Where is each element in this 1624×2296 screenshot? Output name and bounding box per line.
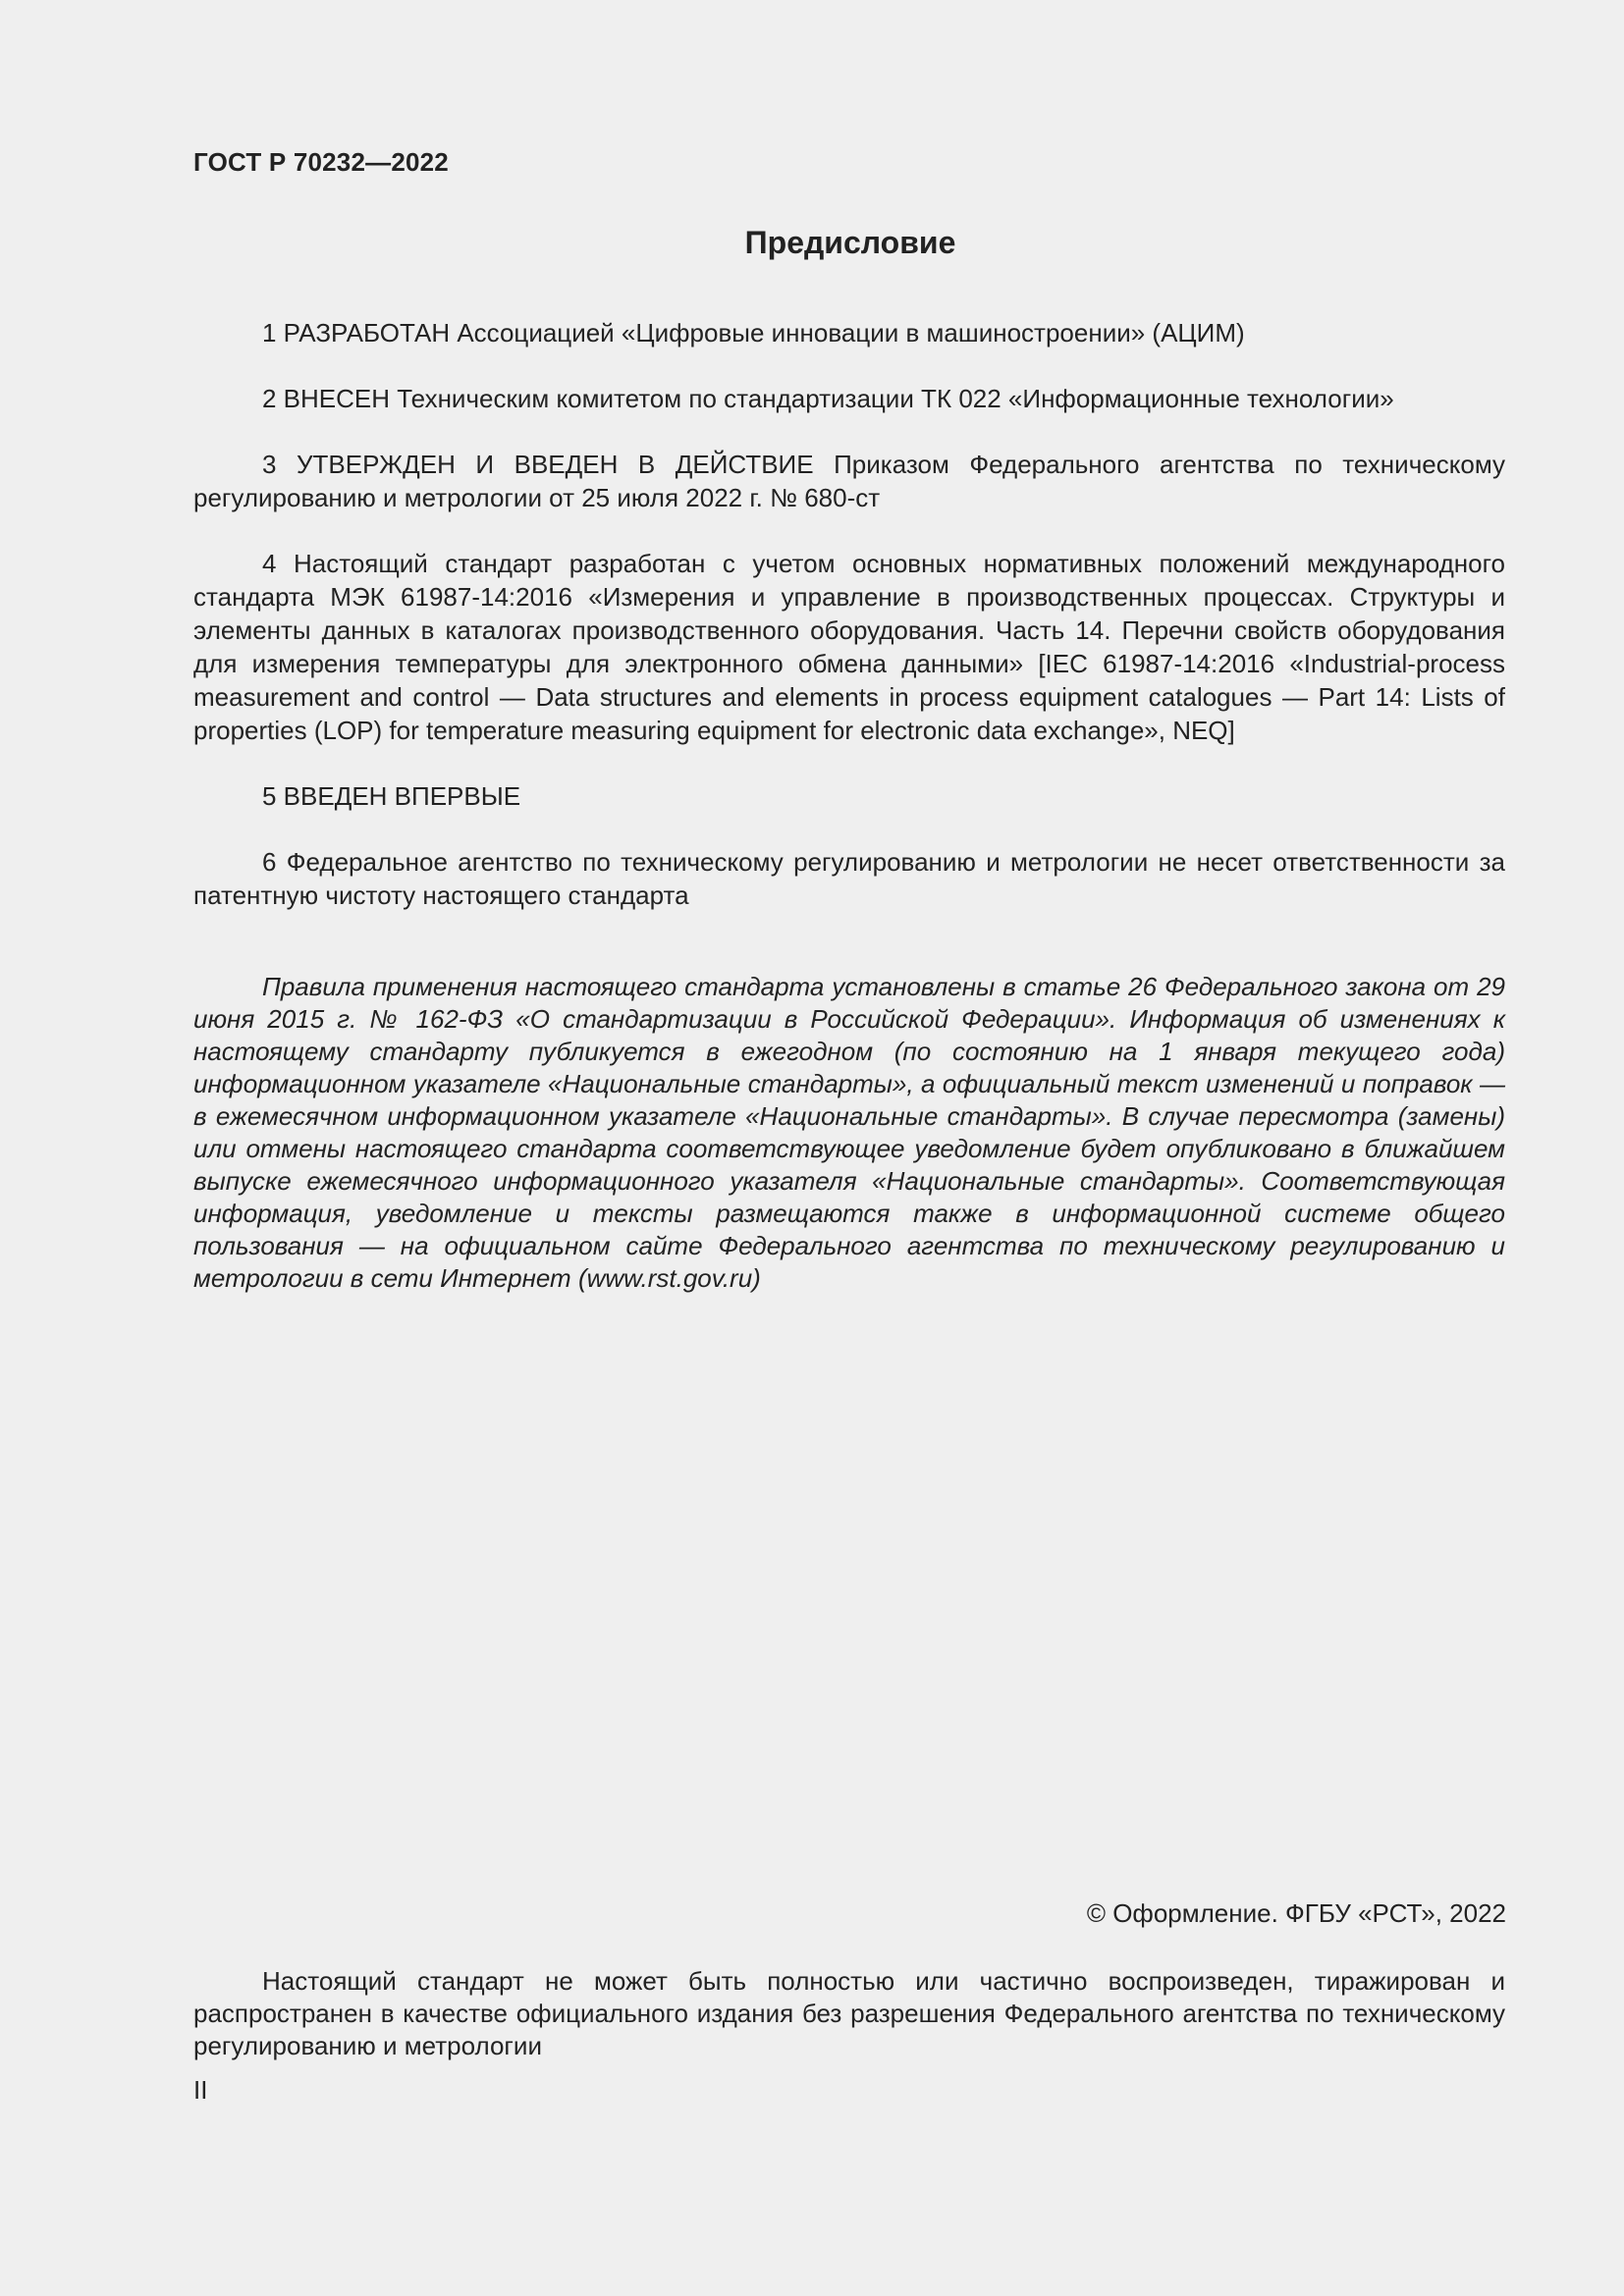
foreword-items	[193, 316, 1505, 912]
foreword-item-3: 3 УТВЕРЖДЕН И ВВЕДЕН В ДЕЙСТВИЕ Приказом Федерального агентства по техническому регулированию и метрологии от 25 июля 2022 г. № 680-ст	[193, 450, 1505, 512]
application-rules-note	[193, 971, 1505, 1295]
foreword-item-6: 6 Федеральное агентство по техническому регулированию и метрологии не несет ответственности за патентную чистоту настоящего стандарта	[193, 847, 1505, 910]
foreword-item-1: 1 РАЗРАБОТАН Ассоциацией «Цифровые инновации в машиностроении» (АЦИМ)	[262, 318, 1245, 347]
foreword-item-5: 5 ВВЕДЕН ВПЕРВЫЕ	[262, 781, 521, 811]
reproduction-notice-text: Настоящий стандарт не может быть полностью или частично воспроизведен, тиражирован и распространен в качестве официального издания без разрешения Федерального агентства по техническому регулированию и метрологии	[193, 1966, 1505, 2060]
copyright-line: © Оформление. ФГБУ «РСТ», 2022	[1086, 1898, 1506, 1928]
page-number: II	[193, 2075, 208, 2105]
foreword-item-2: 2 ВНЕСЕН Техническим комитетом по стандартизации ТК 022 «Информационные технологии»	[262, 384, 1394, 413]
foreword-item-4: 4 Настоящий стандарт разработан с учетом основных нормативных положений международного стандарта МЭК 61987-14:2016 «Измерения и управление в производственных процессах. Структуры и элементы данных в каталогах производственного оборудования. Часть 14. Перечни свойств оборудования для измерения температуры для электронного обмена данными» [IEC 61987-14:2016 «Industrial-process measurement and control — Data structures and elements in process equipment catalogues — Part 14: Lists of properties (LOP) for temperature measuring equipment for electronic data exchange», NEQ]	[193, 549, 1505, 745]
note-text: Правила применения настоящего стандарта установлены в статье 26 Федерального закона от 29 июня 2015 г. № 162-ФЗ «О стандартизации в Российской Федерации». Информация об изменениях к настоящему стандарту публикуется в ежегодном (по состоянию на 1 января текущего года) информационном указателе «Национальные стандарты», а официальный текст изменений и поправок — в ежемесячном информационном указателе «Национальные стандарты». В случае пересмотра (замены) или отмены настоящего стандарта соответствующее уведомление будет опубликовано в ближайшем выпуске ежемесячного информационного указателя «Национальные стандарты». Соответствующая информация, уведомление и тексты размещаются также в информационной системе общего пользования — на официальном сайте Федерального агентства по техническому регулированию и метрологии в сети Интернет (www.rst.gov.ru)	[193, 972, 1505, 1293]
reproduction-notice	[193, 1965, 1505, 2062]
document-code: ГОСТ Р 70232—2022	[193, 147, 449, 177]
page-title: Предисловие	[744, 225, 956, 260]
